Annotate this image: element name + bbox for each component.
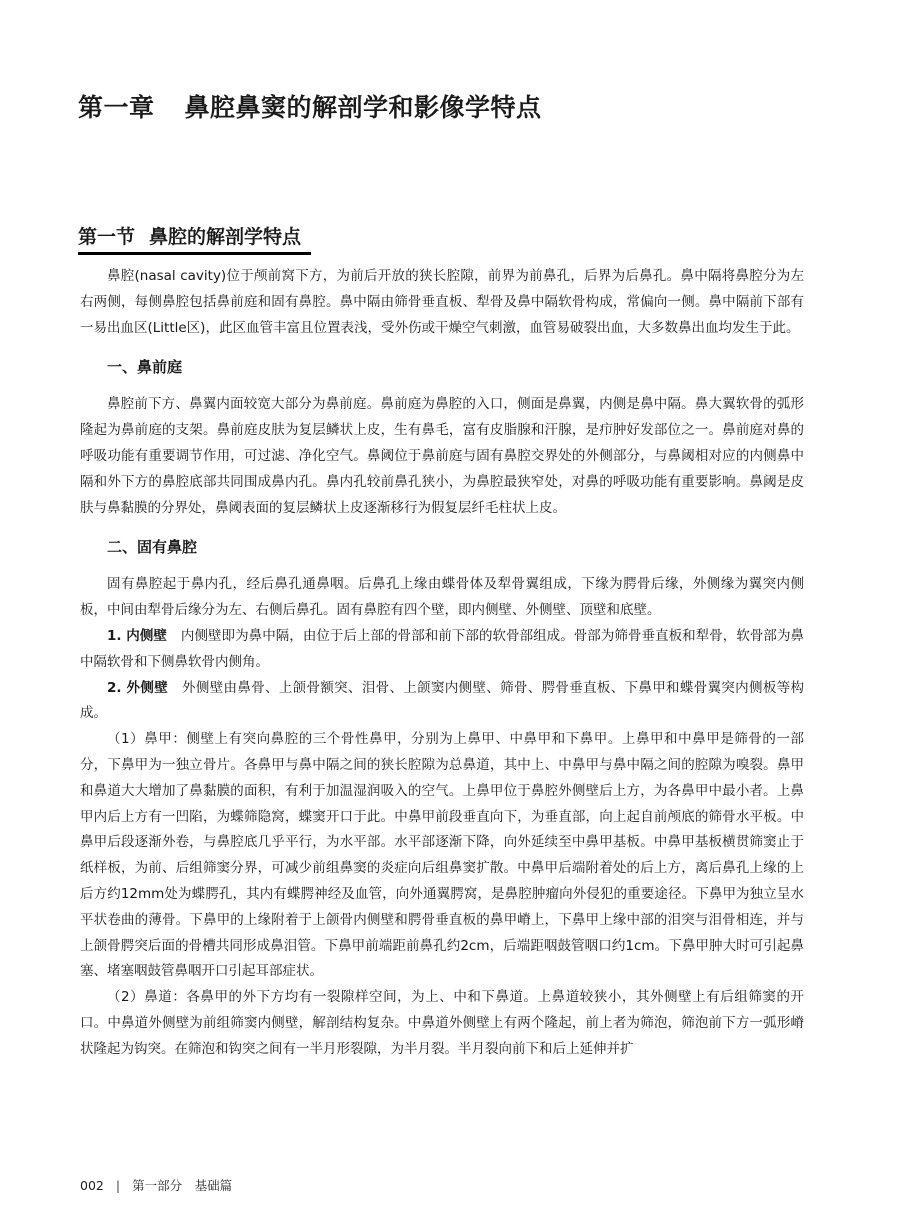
section-title: [78, 222, 311, 255]
nasal-cavity-proper-paragraph: 固有鼻腔起于鼻内孔，经后鼻孔通鼻咽。后鼻孔上缘由蝶骨体及犁骨翼组成，下缘为腭骨后缘，外侧缘为翼突内侧板，中间由犁骨后缘分为左、右侧后鼻孔。固有鼻腔有四个壁，即内侧壁、外侧壁、顶壁和底壁。: [80, 576, 804, 619]
intro-paragraph: 鼻腔(nasal cavity)位于颅前窝下方，为前后开放的狭长腔隙，前界为前鼻孔，后界为后鼻孔。鼻中隔将鼻腔分为左右两侧，每侧鼻腔包括鼻前庭和固有鼻腔。鼻中隔由筛骨垂直板、犁骨及鼻中隔软骨构成，常偏向一侧。鼻中隔前下部有一易出血区(Little区)，此区血管丰富且位置表浅，受外伤或干燥空气刺激，血管易破裂出血，大多数鼻出血均发生于此。: [80, 268, 804, 336]
vestibule-paragraph: 鼻腔前下方、鼻翼内面较宽大部分为鼻前庭。鼻前庭为鼻腔的入口，侧面是鼻翼，内侧是鼻中隔。鼻大翼软骨的弧形隆起为鼻前庭的支架。鼻前庭皮肤为复层鳞状上皮，生有鼻毛，富有皮脂腺和汗腺，是疖肿好发部位之一。鼻前庭对鼻的呼吸功能有重要调节作用，可过滤、净化空气。鼻阈位于鼻前庭与固有鼻腔交界处的外侧部分，与鼻阈相对应的内侧鼻中隔和外下方的鼻腔底部共同围成鼻内孔。鼻内孔较前鼻孔狭小，为鼻腔最狭窄处，对鼻的呼吸功能有重要影响。鼻阈是皮肤与鼻黏膜的分界处，鼻阈表面的复层鳞状上皮逐渐移行为假复层纤毛柱状上皮。: [80, 396, 804, 516]
lateral-wall-label: 2. 外侧壁: [107, 679, 169, 696]
medial-wall-paragraph: [80, 624, 804, 676]
footer-separator: |: [115, 1178, 121, 1193]
lateral-wall-text: 外侧壁由鼻骨、上颌骨额突、泪骨、上颌窦内侧壁、筛骨、腭骨垂直板、下鼻甲和蝶骨翼突内侧板等构成。: [80, 679, 804, 722]
lateral-wall-paragraph: [80, 676, 804, 728]
page-number: 002: [80, 1178, 104, 1193]
medial-wall-text: 内侧壁即为鼻中隔，由位于后上部的骨部和前下部的软骨部组成。骨部为筛骨垂直板和犁骨，软骨部为鼻中隔软骨和下侧鼻软骨内侧角。: [80, 627, 805, 670]
turbinate-paragraph: （1）鼻甲：侧壁上有突向鼻腔的三个骨性鼻甲，分别为上鼻甲、中鼻甲和下鼻甲。上鼻甲和中鼻甲是筛骨的一部分，下鼻甲为一独立骨片。各鼻甲与鼻中隔之间的狭长腔隙为总鼻道，其中上、中鼻甲与鼻中隔之间的腔隙为嗅裂。鼻甲和鼻道大大增加了鼻黏膜的面积，有利于加温湿润吸入的空气。上鼻甲位于鼻腔外侧壁后上方，为各鼻甲中最小者。上鼻甲内后上方有一凹陷，为蝶筛隐窝，蝶窦开口于此。中鼻甲前段垂直向下，为垂直部，向上起自前颅底的筛骨水平板。中鼻甲后段逐渐外卷，与鼻腔底几乎平行，为水平部。水平部逐渐下降，向外延续至中鼻甲基板。中鼻甲基板横贯筛窦止于纸样板，为前、后组筛窦分界，可减少前组鼻窦的炎症向后组鼻窦扩散。中鼻甲后端附着处的后上方，离后鼻孔上缘的上后方约12mm处为蝶腭孔，其内有蝶腭神经及血管，向外通翼腭窝，是鼻腔肿瘤向外侵犯的重要途径。下鼻甲为独立呈水平状卷曲的薄骨。下鼻甲的上缘附着于上颌骨内侧壁和腭骨垂直板的鼻甲嵴上，下鼻甲上缘中部的泪突与泪骨相连，并与上颌骨腭突后面的骨槽共同形成鼻泪管。下鼻甲前端距前鼻孔约2cm，后端距咽鼓管咽口约1cm。下鼻甲肿大时可引起鼻塞、堵塞咽鼓管鼻咽开口引起耳部症状。: [80, 731, 804, 980]
subsection-heading-nasal-cavity-proper: 二、固有鼻腔: [107, 538, 198, 557]
chapter-title-text: 鼻腔鼻窦的解剖学和影像学特点: [184, 93, 542, 122]
page-footer: [80, 1176, 232, 1194]
meatus-paragraph: （2）鼻道：各鼻甲的外下方均有一裂隙样空间，为上、中和下鼻道。上鼻道较狭小，其外侧壁上有后组筛窦的开口。中鼻道外侧壁为前组筛窦内侧壁，解剖结构复杂。中鼻道外侧壁上有两个隆起，前上者为筛泡，筛泡前下方一弧形嵴状隆起为钩突。在筛泡和钩突之间有一半月形裂隙，为半月裂。半月裂向前下和后上延伸并扩: [80, 989, 804, 1057]
chapter-number: 第一章: [78, 93, 155, 122]
section-title-text: 鼻腔的解剖学特点: [149, 226, 302, 248]
medial-wall-label: 1. 内侧壁: [107, 627, 167, 644]
part-title: 第一部分 基础篇: [132, 1178, 233, 1193]
subsection-heading-vestibule: 一、鼻前庭: [107, 358, 183, 377]
body-text: [80, 264, 804, 1063]
section-number: 第一节: [78, 226, 136, 248]
chapter-title: [78, 88, 542, 124]
